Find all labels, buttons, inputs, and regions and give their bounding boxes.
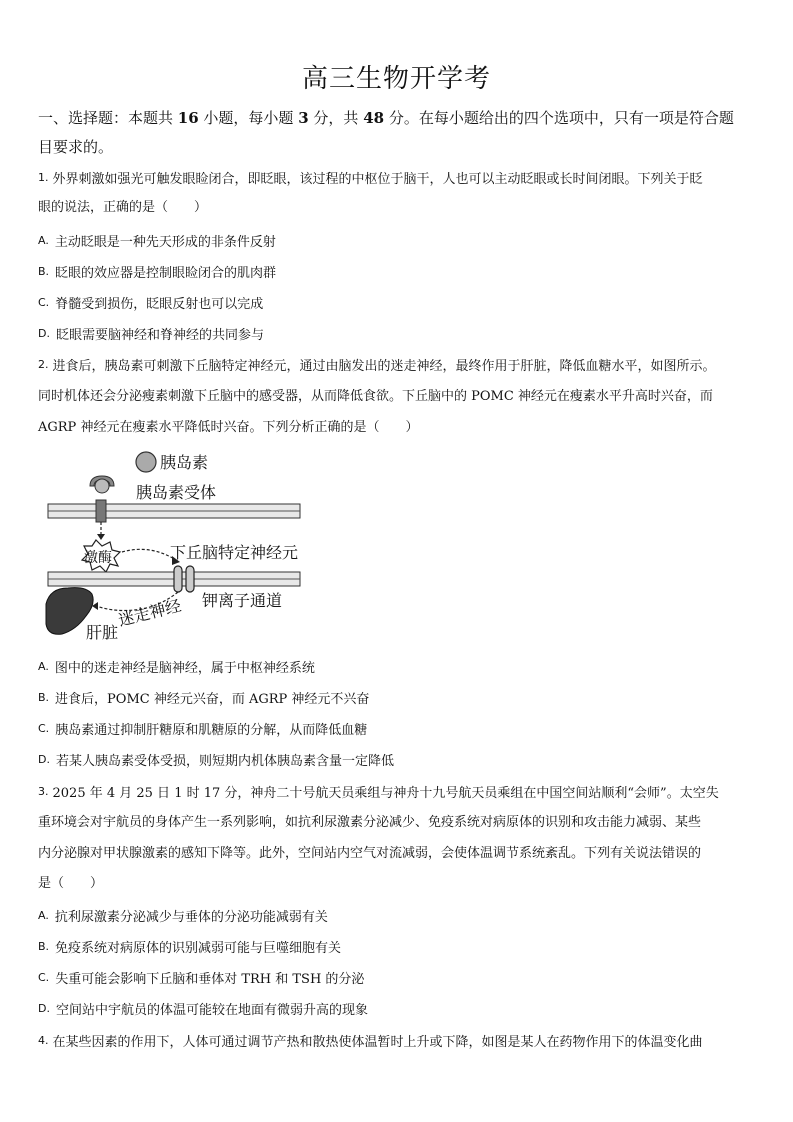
q3-option-b: B. 免疫系统对病原体的识别减弱可能与巨噬细胞有关	[38, 940, 342, 956]
q1-option-a: A. 主动眨眼是一种先天形成的非条件反射	[38, 234, 276, 250]
potassium-channel-subunit	[186, 566, 194, 592]
question-1-stem-cont: 眼的说法，正确的是（ ）	[38, 200, 208, 215]
label-vagus-nerve: 迷走神经	[116, 595, 184, 630]
q2-option-d: D. 若某人胰岛素受体受损，则短期内机体胰岛素含量一定降低	[38, 753, 394, 769]
label-liver: 肝脏	[86, 623, 119, 642]
q2-option-c: C. 胰岛素通过抑制肝糖原和肌糖原的分解，从而降低血糖	[38, 722, 368, 738]
insulin-signaling-diagram	[40, 448, 312, 644]
label-insulin: 胰岛素	[160, 453, 209, 472]
label-kinase: 激酶	[84, 550, 112, 566]
q2-option-b: B. 进食后，POMC 神经元兴奋，而 AGRP 神经元不兴奋	[38, 691, 370, 707]
arrow-head-icon	[97, 534, 105, 540]
q3-option-c: C. 失重可能会影响下丘脑和垂体对 TRH 和 TSH 的分泌	[38, 971, 365, 987]
page-title: 高三生物开学考	[301, 64, 491, 94]
label-potassium-channel: 钾离子通道	[202, 591, 283, 610]
q3-option-d: D. 空间站中宇航员的体温可能较在地面有微弱升高的现象	[38, 1002, 368, 1018]
question-number: 3.	[38, 785, 49, 798]
question-3-stem: 3. 2025 年 4 月 25 日 1 时 17 分，神舟二十号航天员乘组与神舟十九号航天员乘组在中国空间站顺利“会师”。太空失	[38, 785, 719, 801]
question-3-stem-cont: 内分泌腺对甲状腺激素的感知下降等。此外，空间站内空气对流减弱，会使体温调节系统紊乱。下列有关说法错误的	[38, 846, 702, 861]
section-instructions: 一、选择题：本题共 16 小题，每小题 3 分，共 48 分。在每小题给出的四个选项中，只有一项是符合题 目要求的。	[38, 109, 734, 156]
arrow-kinase-channel	[122, 549, 176, 560]
potassium-channel-icon	[174, 566, 182, 592]
question-2-stem-cont: AGRP 神经元在瘦素水平降低时兴奋。下列分析正确的是（ ）	[38, 420, 419, 435]
question-2-stem: 2. 进食后，胰岛素可刺激下丘脑特定神经元，通过由脑发出的迷走神经，最终作用于肝脏，降低血糖水平，如图所示。	[38, 358, 716, 374]
q1-option-d: D. 眨眼需要脑神经和脊神经的共同参与	[38, 327, 264, 343]
q3-option-a: A. 抗利尿激素分泌减少与垂体的分泌功能减弱有关	[38, 909, 328, 925]
q1-option-c: C. 脊髓受到损伤，眨眼反射也可以完成	[38, 296, 264, 312]
question-number: 1.	[38, 171, 49, 184]
insulin-molecule-icon	[136, 452, 156, 472]
question-1-stem: 1. 外界刺激如强光可触发眼睑闭合，即眨眼，该过程的中枢位于脑干，人也可以主动眨眼或长时间闭眼。下列关于眨	[38, 171, 703, 187]
question-number: 2.	[38, 358, 49, 371]
q1-option-b: B. 眨眼的效应器是控制眼睑闭合的肌肉群	[38, 265, 277, 281]
receptor-transmembrane	[96, 500, 106, 522]
question-2-stem-cont: 同时机体还会分泌瘦素刺激下丘脑中的感受器，从而降低食欲。下丘脑中的 POMC 神经元在瘦素水平升高时兴奋，而	[38, 389, 713, 404]
q2-option-a: A. 图中的迷走神经是脑神经，属于中枢神经系统	[38, 660, 315, 676]
question-4-stem: 4. 在某些因素的作用下，人体可通过调节产热和散热使体温暂时上升或下降，如图是某人在药物作用下的体温变化曲	[38, 1034, 703, 1050]
label-insulin-receptor: 胰岛素受体	[136, 483, 217, 502]
question-number: 4.	[38, 1034, 49, 1047]
question-3-stem-cont: 是（ ）	[38, 876, 104, 891]
label-hypothalamic-neuron: 下丘脑特定神经元	[170, 543, 299, 562]
question-3-stem-cont: 重环境会对宇航员的身体产生一系列影响，如抗利尿激素分泌减少、免疫系统对病原体的识别和攻击能力减弱、某些	[38, 815, 702, 830]
receptor-bound-insulin-icon	[95, 479, 109, 493]
